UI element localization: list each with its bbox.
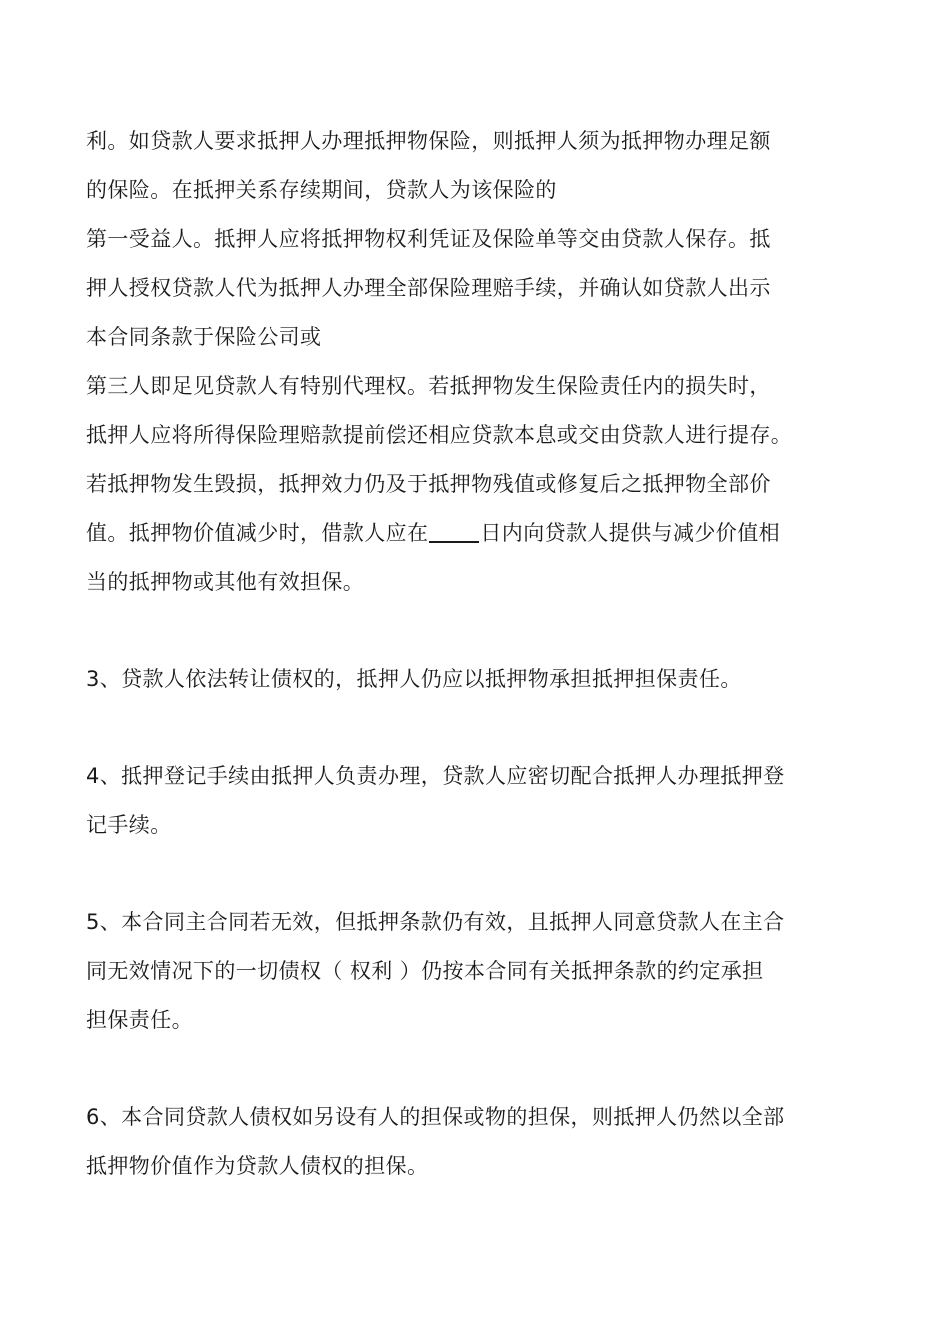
text-line: 6、本合同贷款人债权如另设有人的担保或物的担保，则抵押人仍然以全部 bbox=[86, 1105, 785, 1129]
text-line: 第三人即足见贷款人有特别代理权。若抵押物发生保险责任内的损失时， bbox=[86, 374, 771, 398]
text-segment: 日内向贷款人提供与减少价值相 bbox=[480, 521, 781, 545]
text-line: 担保责任。 bbox=[86, 1008, 193, 1032]
text-line: 3、贷款人依法转让债权的，抵押人仍应以抵押物承担抵押担保责任。 bbox=[86, 667, 742, 691]
text-segment: 值。抵押物价值减少时，借款人应在 bbox=[86, 521, 429, 545]
paragraph-gap bbox=[86, 607, 870, 655]
text-line: 5、本合同主合同若无效，但抵押条款仍有效，且抵押人同意贷款人在主合 bbox=[86, 910, 785, 934]
text-line-with-blank bbox=[86, 509, 870, 558]
fill-in-blank bbox=[429, 541, 479, 543]
text-line: 同无效情况下的一切债权（ 权利 ）仍按本合同有关抵押条款的约定承担 bbox=[86, 959, 764, 983]
paragraph-gap bbox=[86, 850, 870, 898]
text-line: 第一受益人。抵押人应将抵押物权利凭证及保险单等交由贷款人保存。抵 bbox=[86, 227, 771, 251]
text-line: 若抵押物发生毁损，抵押效力仍及于抵押物残值或修复后之抵押物全部价 bbox=[86, 472, 771, 496]
clause-3 bbox=[86, 655, 870, 704]
paragraph-gap bbox=[86, 1045, 870, 1093]
clause-5 bbox=[86, 898, 870, 1045]
text-line: 记手续。 bbox=[86, 813, 172, 837]
paragraph-gap bbox=[86, 704, 870, 752]
clause-4 bbox=[86, 752, 870, 850]
text-line: 利。如贷款人要求抵押人办理抵押物保险，则抵押人须为抵押物办理足额 bbox=[86, 129, 771, 153]
text-line: 押人授权贷款人代为抵押人办理全部保险理赔手续，并确认如贷款人出示 bbox=[86, 276, 771, 300]
paragraph-insurance bbox=[86, 117, 870, 607]
text-line: 的保险。在抵押关系存续期间，贷款人为该保险的 bbox=[86, 178, 557, 202]
text-line: 抵押人应将所得保险理赔款提前偿还相应贷款本息或交由贷款人进行提存。 bbox=[86, 423, 793, 447]
text-line: 当的抵押物或其他有效担保。 bbox=[86, 570, 365, 594]
text-line: 本合同条款于保险公司或 bbox=[86, 325, 322, 349]
text-line: 抵押物价值作为贷款人债权的担保。 bbox=[86, 1154, 429, 1178]
text-line: 4、抵押登记手续由抵押人负责办理，贷款人应密切配合抵押人办理抵押登 bbox=[86, 764, 785, 788]
clause-6 bbox=[86, 1093, 870, 1191]
